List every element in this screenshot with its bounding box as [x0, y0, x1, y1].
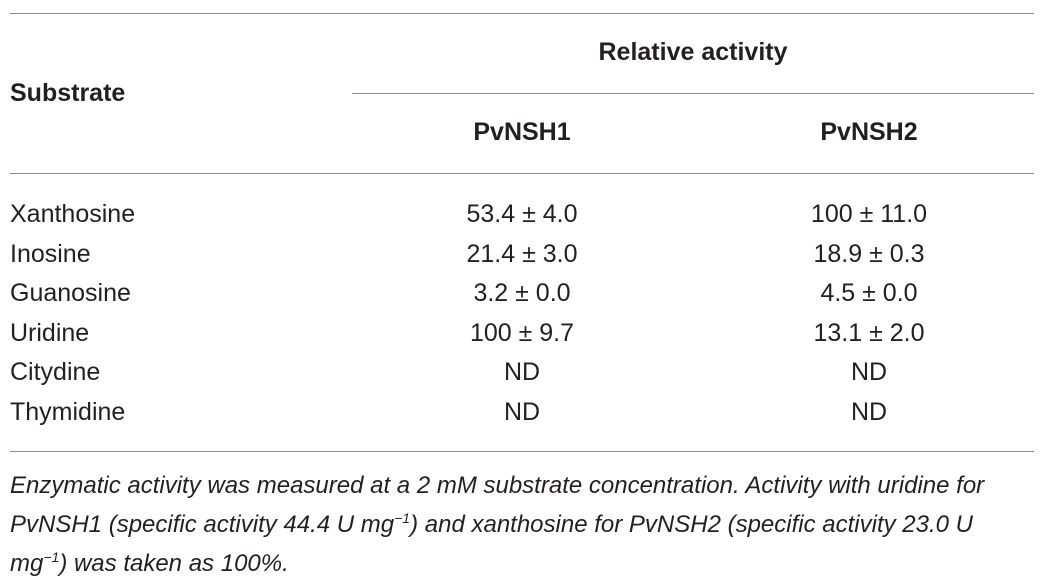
footnote-text-2: ) and xanthosine for PvNSH2 (specific activity 23.0 U mg: [10, 511, 974, 577]
table-row: [10, 315, 1034, 355]
column-header-pvnsh2: PvNSH2: [820, 118, 918, 146]
column-header-substrate: Substrate: [10, 79, 126, 107]
footnote-text-1: Enzymatic activity was measured at a 2 mM substrate concentration. Activity with uridine for PvNSH1 (specific activity 44.4 U mg: [10, 472, 985, 538]
group-header-relative-activity: Relative activity: [598, 38, 788, 66]
pvnsh2-cell: 100 ± 11.0: [810, 200, 928, 228]
substrate-cell: Inosine: [10, 239, 91, 268]
pvnsh2-cell: 18.9 ± 0.3: [813, 239, 925, 268]
footnote-superscript-1: −1: [394, 510, 411, 526]
column-header-pvnsh1: PvNSH1: [473, 118, 571, 146]
footnote-superscript-2: −1: [43, 549, 60, 565]
footer-rule: [10, 451, 1034, 452]
top-rule: [10, 13, 1034, 14]
header-rule: [10, 173, 1034, 174]
group-rule: [352, 93, 1034, 94]
pvnsh1-cell: 100 ± 9.7: [469, 318, 575, 347]
pvnsh1-cell: 3.2 ± 0.0: [473, 279, 571, 308]
table-row: [10, 394, 1034, 434]
table-body: [10, 196, 1034, 434]
pvnsh1-cell: 53.4 ± 4.0: [466, 200, 578, 228]
table-footnote: [10, 466, 1020, 583]
pvnsh1-cell: ND: [503, 358, 541, 387]
table-row: [10, 275, 1034, 315]
substrate-cell: Citydine: [10, 358, 101, 387]
table-row: [10, 196, 1034, 236]
substrate-cell: Thymidine: [10, 397, 126, 426]
table-row: [10, 236, 1034, 276]
pvnsh1-cell: 21.4 ± 3.0: [466, 239, 578, 268]
pvnsh2-cell: ND: [850, 358, 888, 387]
substrate-cell: Xanthosine: [10, 200, 136, 228]
pvnsh2-cell: 13.1 ± 2.0: [813, 318, 925, 347]
substrate-cell: Uridine: [10, 318, 90, 347]
pvnsh2-cell: 4.5 ± 0.0: [820, 279, 918, 308]
pvnsh1-cell: ND: [503, 397, 541, 426]
substrate-cell: Guanosine: [10, 279, 131, 308]
table-row: [10, 354, 1034, 394]
footnote-text-3: ) was taken as 100%.: [59, 550, 289, 577]
pvnsh2-cell: ND: [850, 397, 888, 426]
